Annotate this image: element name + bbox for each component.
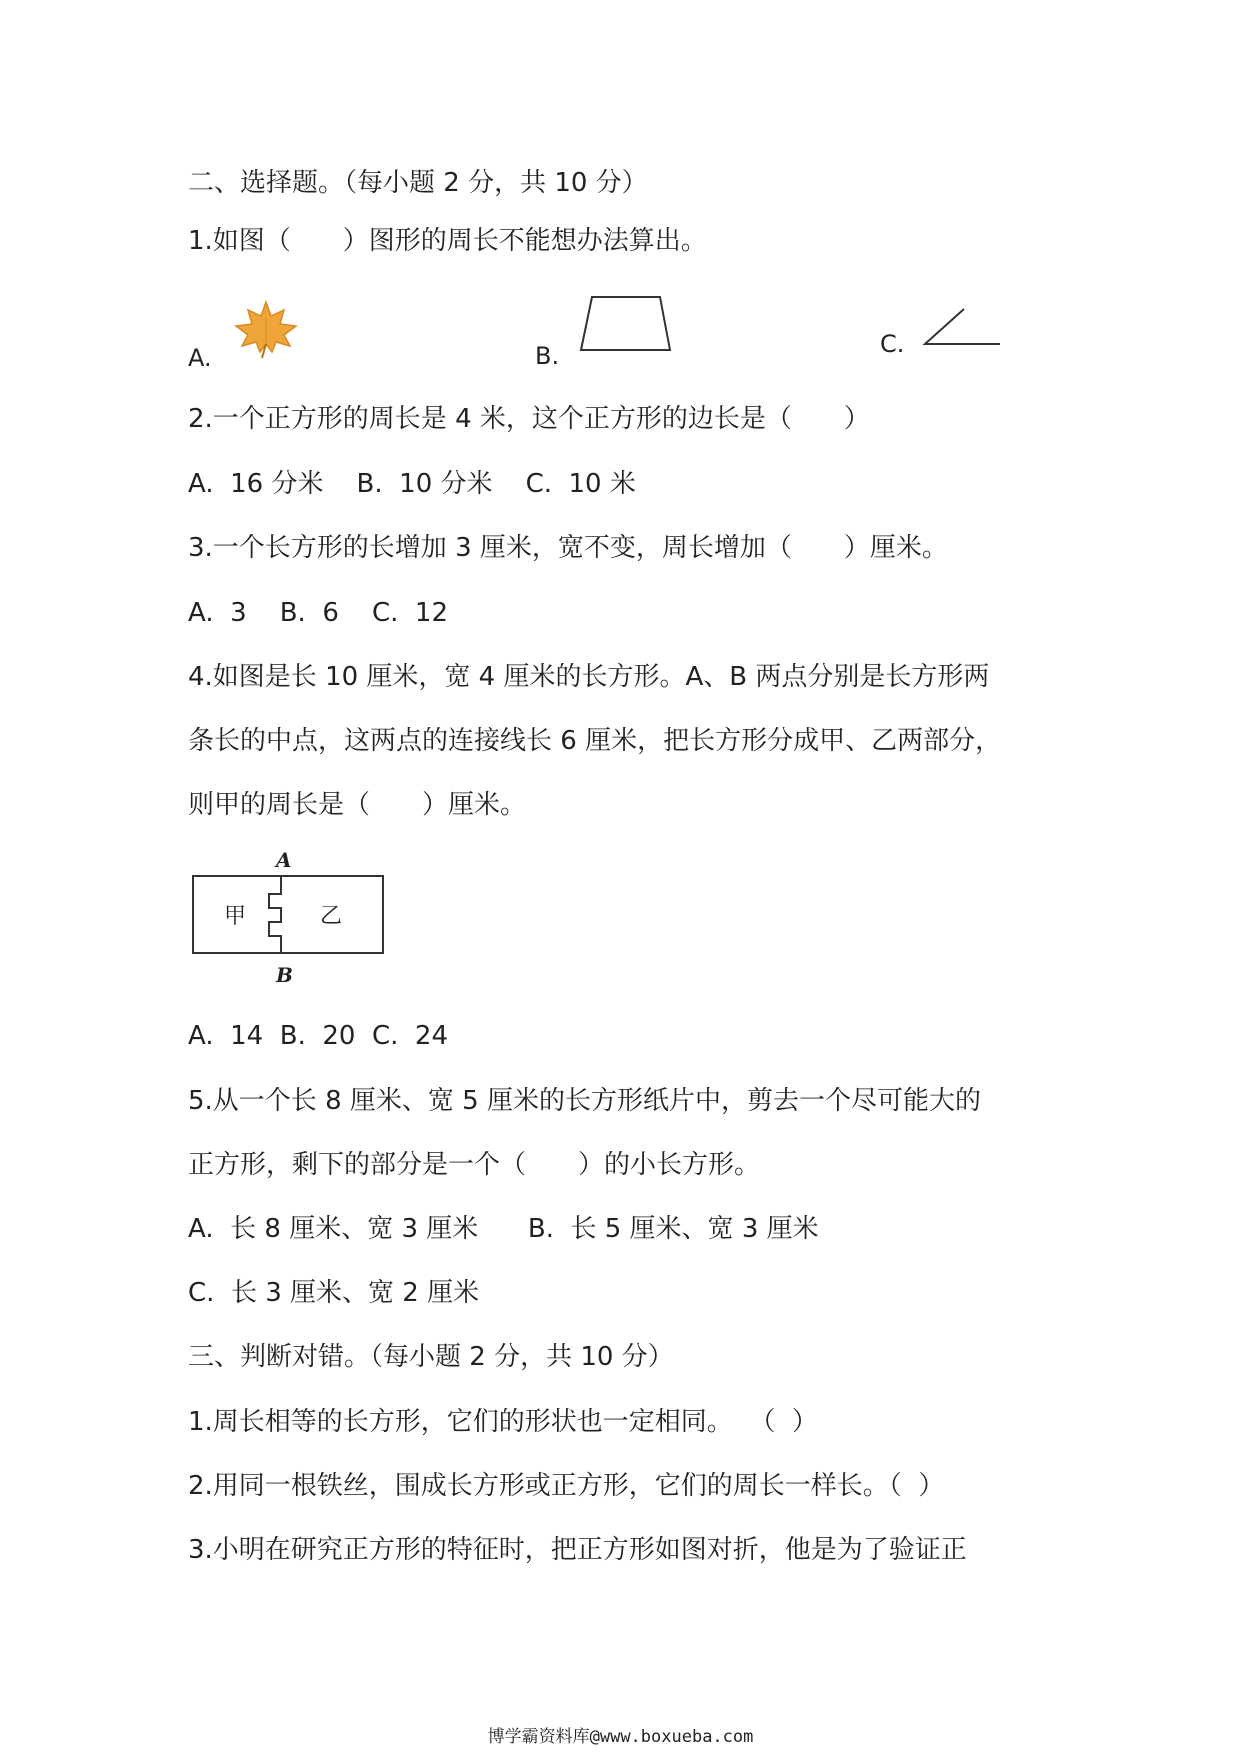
trapezoid-figure — [578, 294, 674, 354]
q5-stem-line1: 5.从一个长 8 厘米、宽 5 厘米的长方形纸片中，剪去一个尽可能大的 — [188, 1086, 981, 1116]
q3-stem: 3.一个长方形的长增加 3 厘米，宽不变，周长增加（ ）厘米。 — [188, 533, 948, 563]
s3-q1: 1.周长相等的长方形，它们的形状也一定相同。 （ ） — [188, 1407, 818, 1437]
maple-leaf-image — [232, 300, 300, 360]
figure-part-yi: 乙 — [320, 904, 343, 929]
q2-options: A. 16 分米 B. 10 分米 C. 10 米 — [188, 469, 636, 499]
section2-heading: 二、选择题。（每小题 2 分，共 10 分） — [188, 168, 648, 198]
q5-stem-line2: 正方形，剩下的部分是一个（ ）的小长方形。 — [188, 1150, 761, 1180]
q4-stem-line1: 4.如图是长 10 厘米，宽 4 厘米的长方形。A、B 两点分别是长方形两 — [188, 662, 990, 692]
q1-option-a-label: A. — [188, 344, 212, 372]
footer-watermark: 博学霸资料库@www.boxueba.com — [487, 1727, 754, 1747]
figure-part-jia: 甲 — [224, 904, 247, 929]
q4-stem-line3: 则甲的周长是（ ）厘米。 — [188, 790, 527, 820]
s3-q3: 3.小明在研究正方形的特征时，把正方形如图对折，他是为了验证正 — [188, 1535, 967, 1565]
figure-label-a: A — [276, 848, 292, 872]
rectangle-split-figure — [190, 846, 390, 990]
figure-label-b: B — [276, 963, 293, 987]
q1-option-b-label: B. — [535, 342, 560, 370]
angle-figure — [922, 306, 1002, 346]
q2-stem: 2.一个正方形的周长是 4 米，这个正方形的边长是（ ） — [188, 404, 870, 434]
q4-stem-line2: 条长的中点，这两点的连接线长 6 厘米，把长方形分成甲、乙两部分， — [188, 726, 1002, 756]
q1-stem: 1.如图（ ）图形的周长不能想办法算出。 — [188, 226, 707, 256]
s3-q2: 2.用同一根铁丝，围成长方形或正方形，它们的周长一样长。（ ） — [188, 1471, 945, 1501]
q4-options: A. 14 B. 20 C. 24 — [188, 1021, 449, 1051]
section3-heading: 三、判断对错。（每小题 2 分，共 10 分） — [188, 1342, 674, 1372]
q5-options-line2: C. 长 3 厘米、宽 2 厘米 — [188, 1278, 480, 1308]
q1-option-c-label: C. — [880, 330, 905, 358]
q3-options: A. 3 B. 6 C. 12 — [188, 598, 448, 628]
q5-options-line1: A. 长 8 厘米、宽 3 厘米 B. 长 5 厘米、宽 3 厘米 — [188, 1214, 819, 1244]
